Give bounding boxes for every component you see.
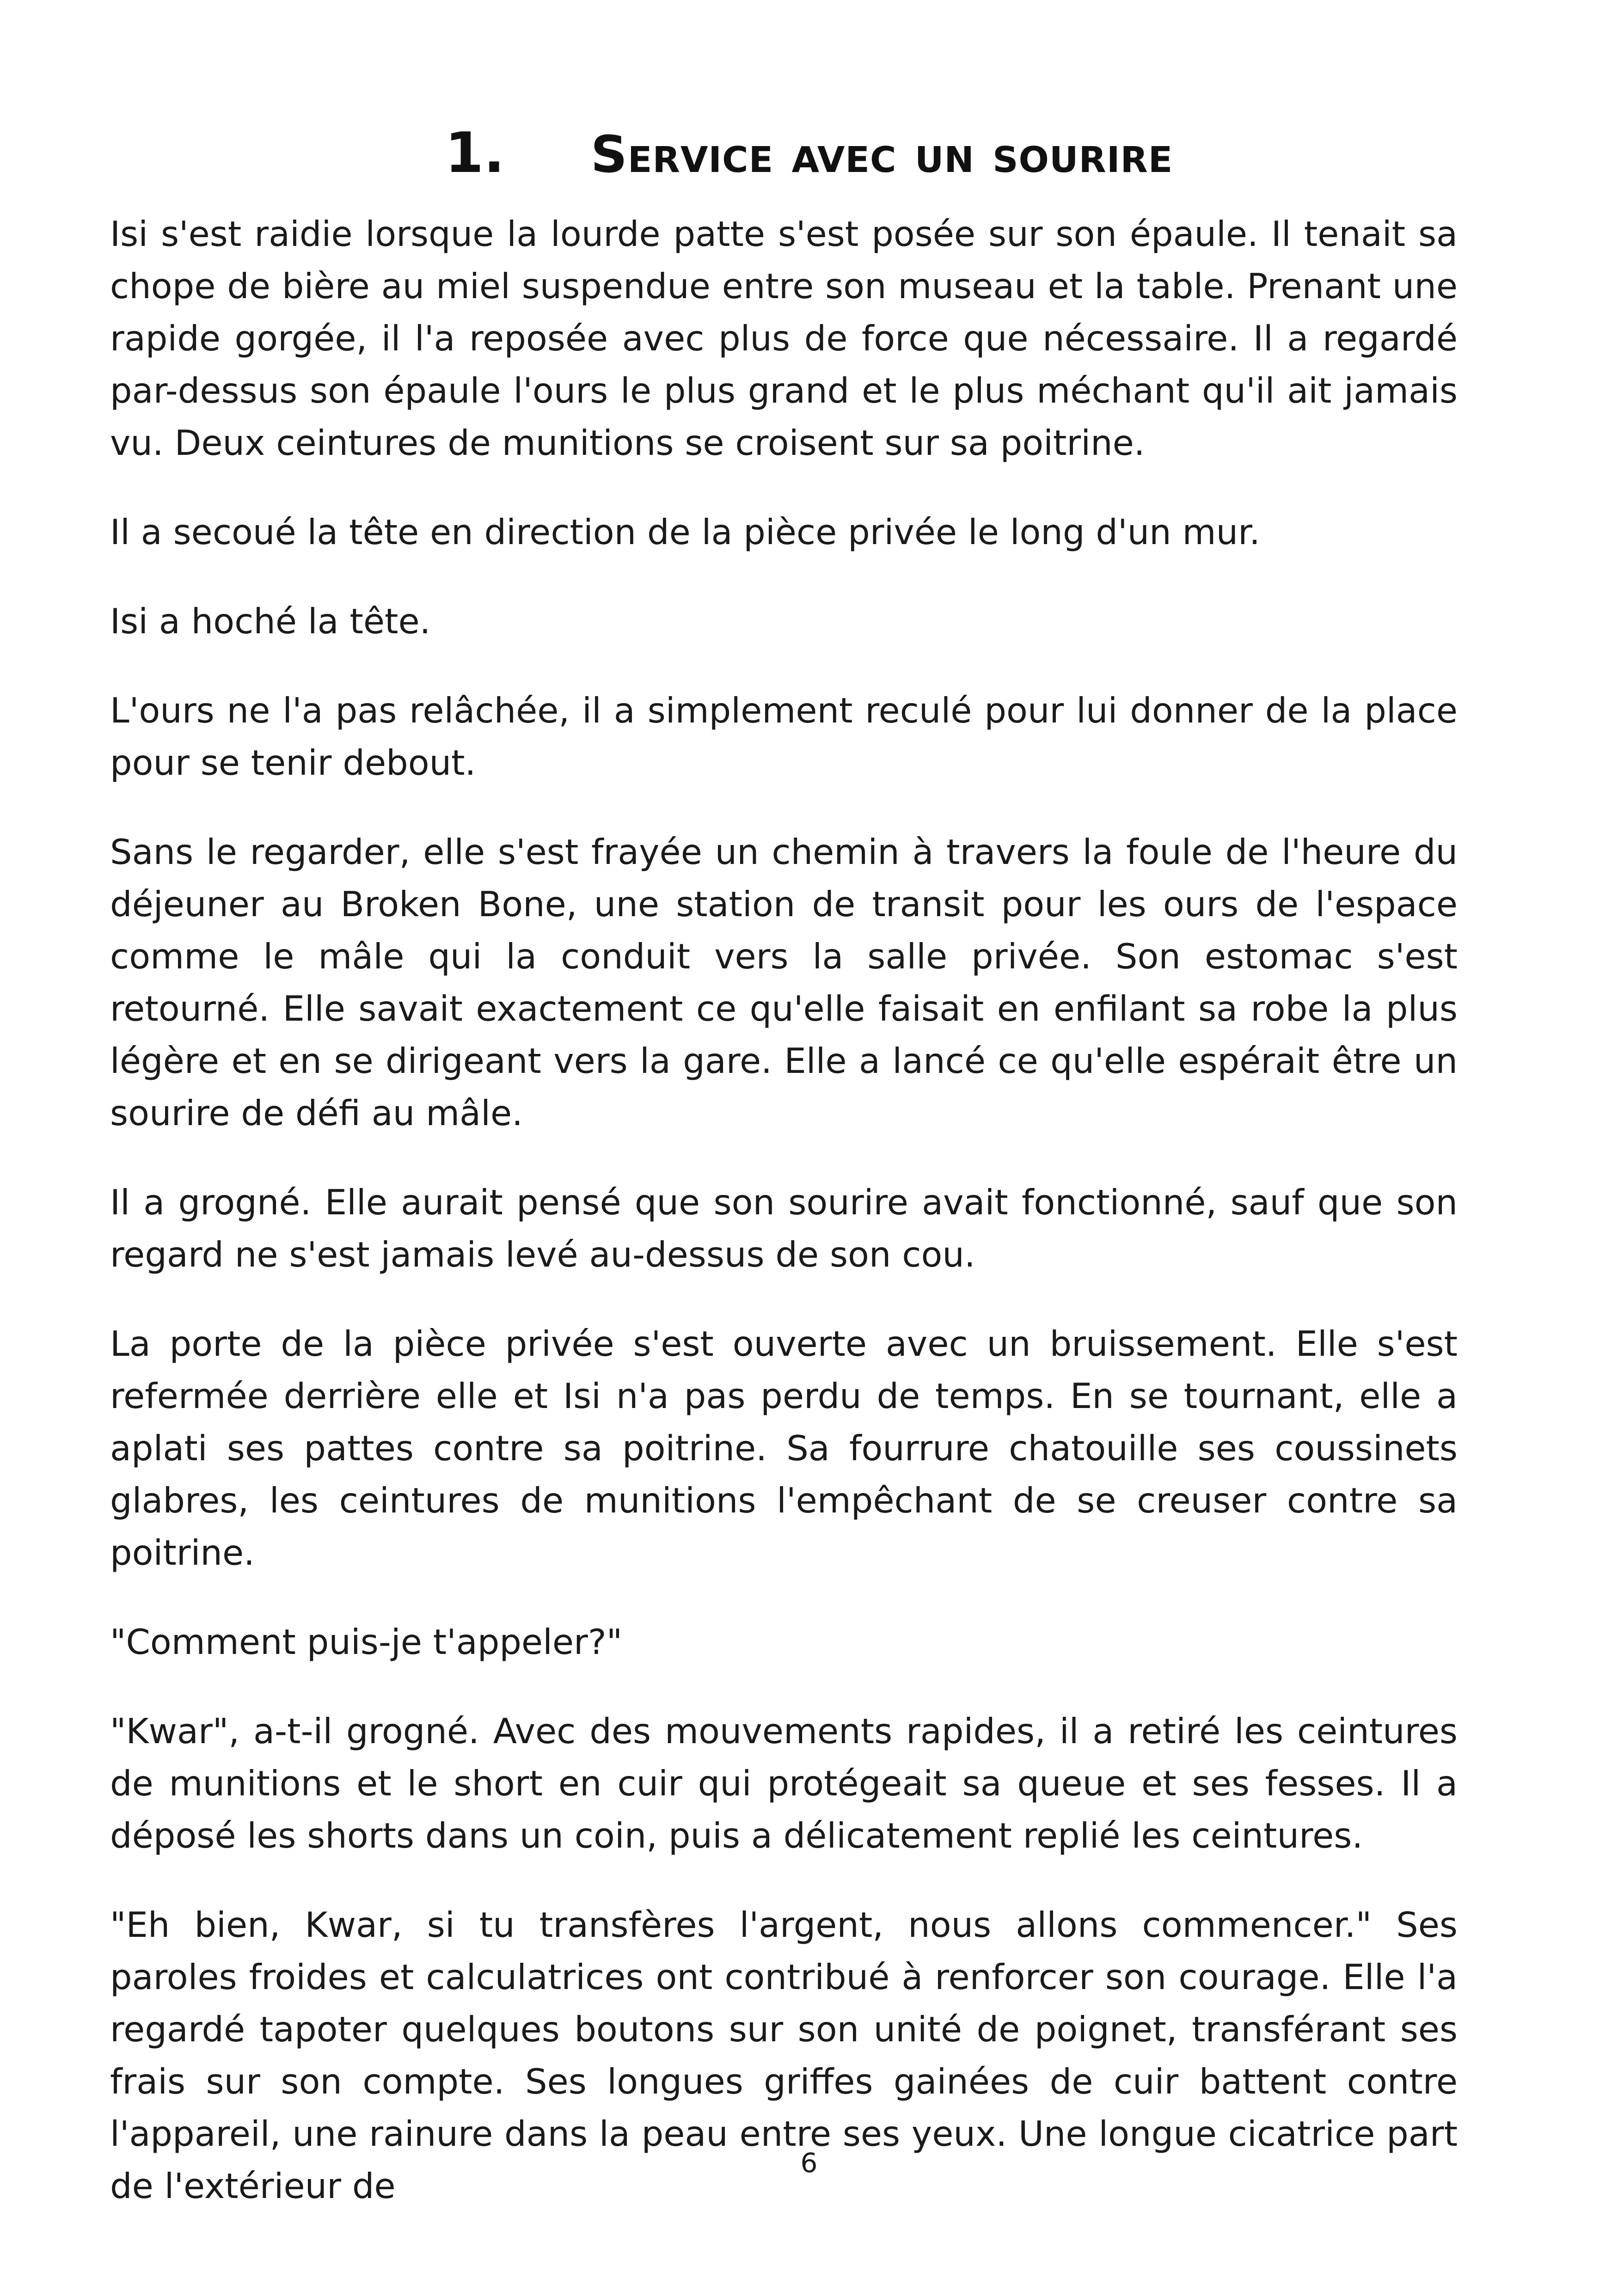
paragraph: Isi a hoché la tête. [110,601,431,642]
chapter-number: 1. [445,121,505,185]
paragraph: "Eh bien, Kwar, si tu transfères l'argent, nous allons commencer." Ses paroles froides et calculatrices ont contribué à renforcer son courage. Elle l'a regardé tapoter quelques boutons sur son unité de poignet, transférant ses frais sur son compte. Ses longues griffes gainées de cuir battent contre l'appareil, une rainure dans la peau entre ses yeux. Une longue cicatrice part de l'extérieur de [110,1904,1458,2206]
paragraph: Isi s'est raidie lorsque la lourde patte s'est posée sur son épaule. Il tenait sa chope de bière au miel suspendue entre son museau et la table. Prenant une rapide gorgée, il l'a reposée avec plus de force que nécessaire. Il a regardé par-dessus son épaule l'ours le plus grand et le plus méchant qu'il ait jamais vu. Deux ceintures de munitions se croisent sur sa poitrine. [110,214,1458,463]
chapter-body [110,208,1458,2249]
paragraph: Il a grogné. Elle aurait pensé que son sourire avait fonctionné, sauf que son regard ne s'est jamais levé au-dessus de son cou. [110,1182,1458,1275]
paragraph: "Comment puis-je t'appeler?" [110,1622,623,1662]
paragraph: La porte de la pièce privée s'est ouverte avec un bruissement. Elle s'est refermée derrière elle et Isi n'a pas perdu de temps. En se tournant, elle a aplati ses pattes contre sa poitrine. Sa fourrure chatouille ses coussinets glabres, les ceintures de munitions l'empêchant de se creuser contre sa poitrine. [110,1323,1458,1573]
paragraph: L'ours ne l'a pas relâchée, il a simplement reculé pour lui donner de la place pour se tenir debout. [110,690,1458,783]
page-number: 6 [800,2147,818,2179]
chapter-heading [0,121,1618,185]
paragraph: Il a secoué la tête en direction de la pièce privée le long d'un mur. [110,512,1260,552]
chapter-title: Service avec un sourire [590,125,1173,184]
paragraph: "Kwar", a-t-il grogné. Avec des mouvements rapides, il a retiré les ceintures de munitions et le short en cuir qui protégeait sa queue et ses fesses. Il a déposé les shorts dans un coin, puis a délicatement replié les ceintures. [110,1711,1458,1856]
paragraph: Sans le regarder, elle s'est frayée un chemin à travers la foule de l'heure du déjeuner au Broken Bone, une station de transit pour les ours de l'espace comme le mâle qui la conduit vers la salle privée. Son estomac s'est retourné. Elle savait exactement ce qu'elle faisait en enfilant sa robe la plus légère et en se dirigeant vers la gare. Elle a lancé ce qu'elle espérait être un sourire de défi au mâle. [110,832,1458,1133]
